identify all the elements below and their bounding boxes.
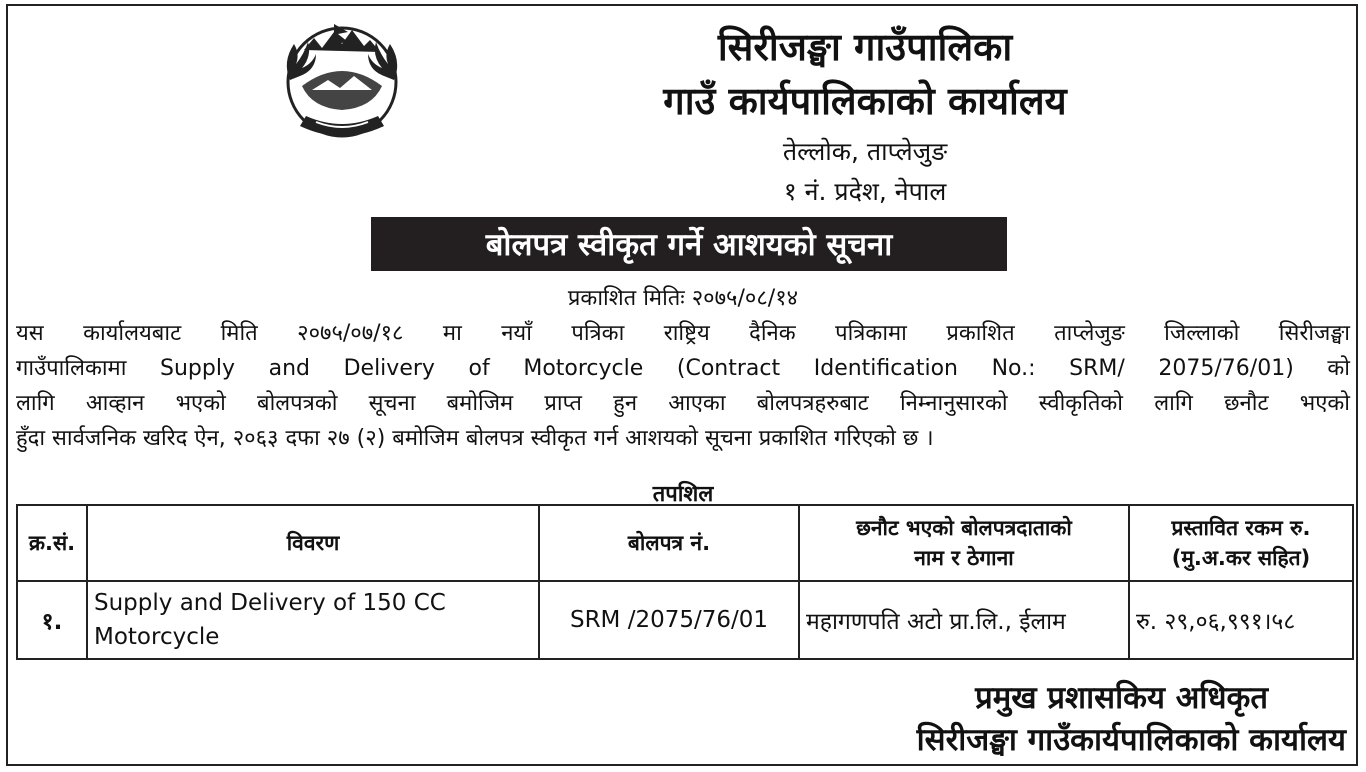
notice-title: बोलपत्र स्वीकृत गर्ने आशयको सूचना: [485, 227, 893, 263]
body-line: हुँदा सार्वजनिक खरिद ऐन, २०६३ दफा २७ (२) बमोजिम बोलपत्र स्वीकृत गर्न आशयको सूचना प्रकाशित गरिएको छ ।: [16, 426, 934, 451]
cell-amount: रु. २९,०६,९९१।५८: [1129, 581, 1353, 659]
notice-body: [16, 316, 1350, 456]
cell-sn: १.: [17, 581, 87, 659]
body-line: यस कार्यालयबाट मिति २०७५/०७/१८ मा नयाँ पत्रिका राष्ट्रिय दैनिक पत्रिकामा प्रकाशित ताप्लेजुङ जिल्लाको सिरीजङ्घा: [16, 321, 1350, 346]
body-line: लागि आव्हान भएको बोलपत्रको सूचना बमोजिम प्राप्त हुन आएका बोलपत्रहरुबाट निम्नानुसारको स्वीकृतिको लागि छनौट भएको: [16, 391, 1350, 416]
col-header-amount-line2: (मु.अ.कर सहित): [1171, 546, 1311, 570]
notice-banner: [371, 217, 1007, 271]
col-header-description: विवरण: [87, 505, 539, 581]
col-header-bidder-line1: छनौट भएको बोलपत्रदाताको: [856, 516, 1072, 540]
office-province: १ नं. प्रदेश, नेपाल: [783, 177, 947, 206]
published-date: प्रकाशित मितिः २०७५/०८/१४: [567, 286, 799, 311]
cell-bidder: महागणपति अटो प्रा.लि., ईलाम: [799, 581, 1129, 659]
col-header-sn: क्र.सं.: [17, 505, 87, 581]
table-row: [17, 581, 1353, 659]
col-header-bidder-line2: नाम र ठेगाना: [914, 546, 1014, 570]
col-header-bid-no: बोलपत्र नं.: [539, 505, 799, 581]
cell-description: Supply and Delivery of 150 CC Motorcycle: [87, 581, 539, 659]
table-header-row: [17, 505, 1353, 581]
office-address: तेल्लोक, ताप्लेजुङ: [782, 137, 948, 166]
bid-table: [16, 504, 1354, 660]
col-header-amount-line1: प्रस्तावित रकम रु.: [1171, 516, 1311, 540]
signatory-title: प्रमुख प्रशासकिय अधिकृत: [975, 680, 1268, 716]
municipality-title: सिरीजङ्घा गाउँपालिका: [717, 25, 1013, 69]
col-header-bidder: [799, 505, 1129, 581]
annex-title: तपशिल: [652, 482, 714, 507]
signatory-office: सिरीजङ्घा गाउँकार्यपालिकाको कार्यालय: [916, 722, 1346, 758]
office-title: गाउँ कार्यपालिकाको कार्यालय: [663, 79, 1067, 123]
body-line: गाउँपालिकामा Supply and Delivery of Motorcycle (Contract Identification No.: SRM/ 2075/76/01) को: [16, 356, 1350, 381]
col-header-amount: [1129, 505, 1353, 581]
cell-bid-no: SRM /2075/76/01: [539, 581, 799, 659]
